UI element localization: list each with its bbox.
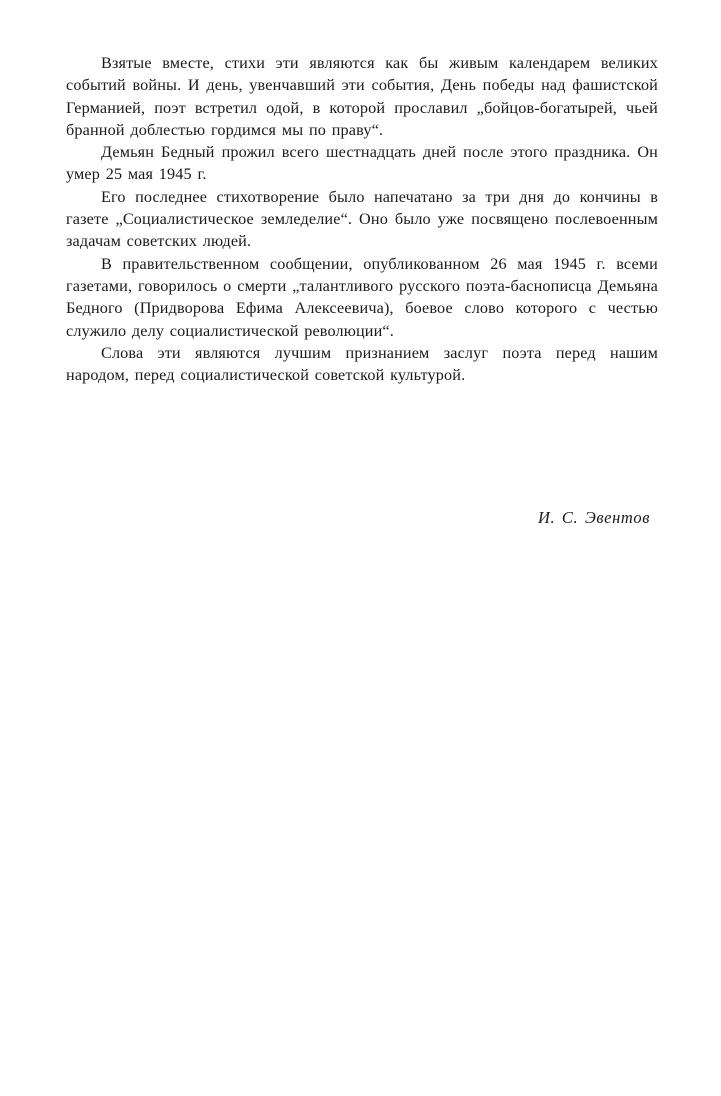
paragraph-4: В правительственном сообщении, опубликованном 26 мая 1945 г. всеми газетами, говорилось о смерти „талантливого русского поэта-баснописца Демьяна Бедного (Придворова Ефима Алексеевича), боевое слово которого с честью служило делу социалистической революции“. [66,254,658,340]
paragraph-2: Демьян Бедный прожил всего шестнадцать дней после этого праздника. Он умер 25 мая 1945 г. [66,143,658,184]
paragraph-1: Взятые вместе, стихи эти являются как бы живым календарем великих событий войны. И день, увенчавший эти события, День победы над фашистской Германией, поэт встретил одой, в которой прославил „бойцов-богатырей, чьей бранной доблестью гордимся мы по праву“. [66,54,658,139]
document-body [66,52,658,527]
paragraph-3: Его последнее стихотворение было напечатано за три дня до кончины в газете „Социалистическое земледелие“. Оно было уже посвящено послевоенным задачам советских людей. [66,187,658,251]
author-signature: И. С. Эвентов [537,508,650,527]
paragraph-5: Слова эти являются лучшим признанием заслуг поэта перед нашим народом, перед социалистической советской культурой. [66,343,658,385]
